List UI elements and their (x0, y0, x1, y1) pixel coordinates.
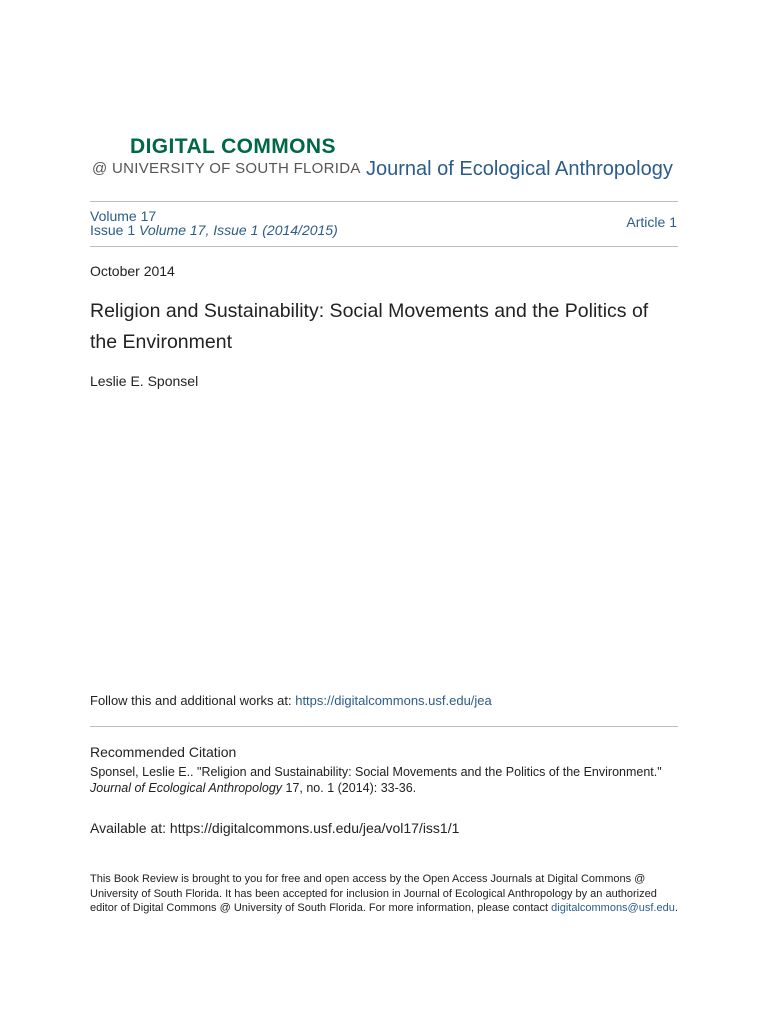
journal-title-link[interactable]: Journal of Ecological Anthropology (366, 158, 673, 180)
citation-text (90, 764, 680, 796)
contact-email-link[interactable]: digitalcommons@usf.edu (551, 902, 675, 914)
follow-text: Follow this and additional works at: (90, 693, 296, 708)
article-title: Religion and Sustainability: Social Movements and the Politics of the Environment (90, 300, 649, 353)
logo-university: @ UNIVERSITY OF SOUTH FLORIDA (92, 160, 361, 177)
divider-issue (90, 246, 678, 247)
divider-top (90, 201, 678, 202)
issue-line[interactable] (90, 222, 338, 238)
footer-notice (90, 872, 680, 916)
citation-journal: Journal of Ecological Anthropology (90, 781, 283, 795)
available-at: Available at: https://digitalcommons.usf.edu/jea/vol17/iss1/1 (90, 820, 460, 836)
article-link[interactable]: Article 1 (626, 214, 677, 230)
follow-line (90, 693, 492, 708)
volume-link[interactable]: Volume 17 (90, 208, 157, 224)
issue-prefix[interactable]: Issue 1 (90, 222, 136, 238)
footer-text: This Book Review is brought to you for free and open access by the Open Access Journals at Digital Commons @ University of South Florida. It has been accepted for inclusion in Journal of Ecological Anthropology by an authorized editor of Digital Commons @ University of South Florida. For more information, please contact (90, 873, 657, 914)
recommended-citation-heading: Recommended Citation (90, 744, 237, 760)
footer-end: . (674, 902, 678, 914)
citation-line2: 17, no. 1 (2014): 33-36. (282, 781, 417, 795)
issue-italic[interactable]: Volume 17, Issue 1 (2014/2015) (139, 222, 338, 238)
author-name: Leslie E. Sponsel (90, 373, 199, 389)
logo-digital-commons: DIGITAL COMMONS (130, 135, 336, 158)
publication-date: October 2014 (90, 263, 175, 279)
divider-citation (90, 726, 678, 727)
follow-link[interactable]: https://digitalcommons.usf.edu/jea (295, 693, 492, 708)
citation-line1: Sponsel, Leslie E.. "Religion and Sustainability: Social Movements and the Politics of the Environment." (90, 765, 662, 779)
